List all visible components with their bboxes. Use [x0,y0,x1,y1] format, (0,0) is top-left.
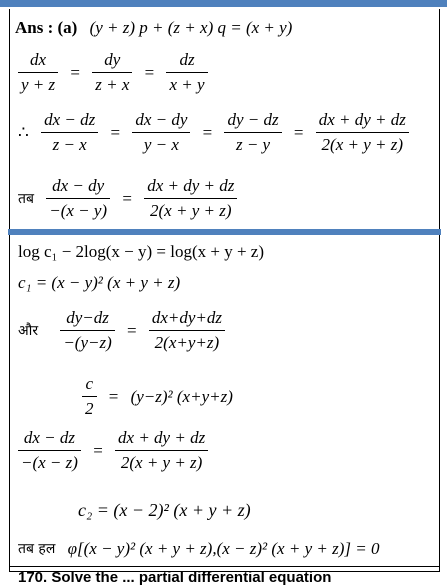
fraction: $\frac{dy-dz}{-(y-z)}$ [60,308,114,353]
fraction: $\frac{dy}{z + x}$ [92,50,132,95]
fraction: $\frac{dx - dz}{-(x - z)}$ [18,428,81,473]
log-equation: log c₁ − 2log(x − y) = log(x + y + z) [18,242,265,261]
fraction: $\frac{c}{2}$ [82,374,97,419]
hindi-tab-hal: तब हल [18,541,56,558]
hindi-aur: और [18,322,39,339]
answer-label: Ans : (a) [15,18,78,37]
hindi-tab: तब [18,190,34,207]
fraction: $\frac{dx + dy + dz}{2(x + y + z)}$ [316,110,409,155]
therefore-equations: ∴ $\frac{dx - dz}{z - x}$ = $\frac{dx - dy}{y - x}$ = $\frac{dy - dz}{z - y}$ = $\frac{dx + dy + dz}{2(x + y + z)}$ [14,110,413,155]
xz-equation: $\frac{dx - dz}{-(x - z)}$ = $\frac{dx + dy + dz}{2(x + y + z)}$ [14,428,212,473]
pde-equation: (y + z) p + (z + x) q = (x + y) [89,18,293,37]
section-divider [8,229,441,235]
row-divider [9,566,440,567]
c-over-2-rhs: (y−z)² (x+y+z) [130,386,233,406]
therefore-symbol: ∴ [18,122,29,142]
fraction: $\frac{dx+dy+dz}{2(x+y+z)}$ [149,308,225,353]
fraction: $\frac{dx + dy + dz}{2(x + y + z)}$ [115,428,208,473]
top-accent-bar [0,0,447,7]
tab-equation: तब $\frac{dx - dy}{-(x - y)}$ = $\frac{dx + dy + dz}{2(x + y + z)}$ [14,176,241,221]
c1-equation: c₁ = (x − y)² (x + y + z) [18,273,181,292]
fraction: $\frac{dx - dy}{y - x}$ [132,110,190,155]
solution-line [14,538,383,559]
fraction: $\frac{dx - dz}{z - x}$ [41,110,98,155]
fraction: $\frac{dx + dy + dz}{2(x + y + z)}$ [144,176,237,221]
c2-equation: c₂ = (x − 2)² (x + y + z) [78,500,251,520]
next-question: 170. Solve the ... partial differential equation [18,569,332,586]
answer-line [15,18,292,38]
auxiliary-equations: $\frac{dx}{y + z}$ = $\frac{dy}{z + x}$ = $\frac{dz}{x + y}$ [14,50,212,95]
general-solution: φ[(x − y)² (x + y + z),(x − z)² (x + y + z)] = 0 [67,539,380,559]
fraction: $\frac{dy - dz}{z - y}$ [224,110,281,155]
fraction: $\frac{dx}{y + z}$ [18,50,58,95]
fraction: $\frac{dz}{x + y}$ [166,50,207,95]
c-over-2-equation: $\frac{c}{2}$ = (y−z)² (x+y+z) [78,374,237,419]
aur-equation: और $\frac{dy-dz}{-(y-z)}$ = $\frac{dx+dy+dz}{2(x+y+z)}$ [14,308,229,353]
fraction: $\frac{dx - dy}{-(x - y)}$ [46,176,110,221]
